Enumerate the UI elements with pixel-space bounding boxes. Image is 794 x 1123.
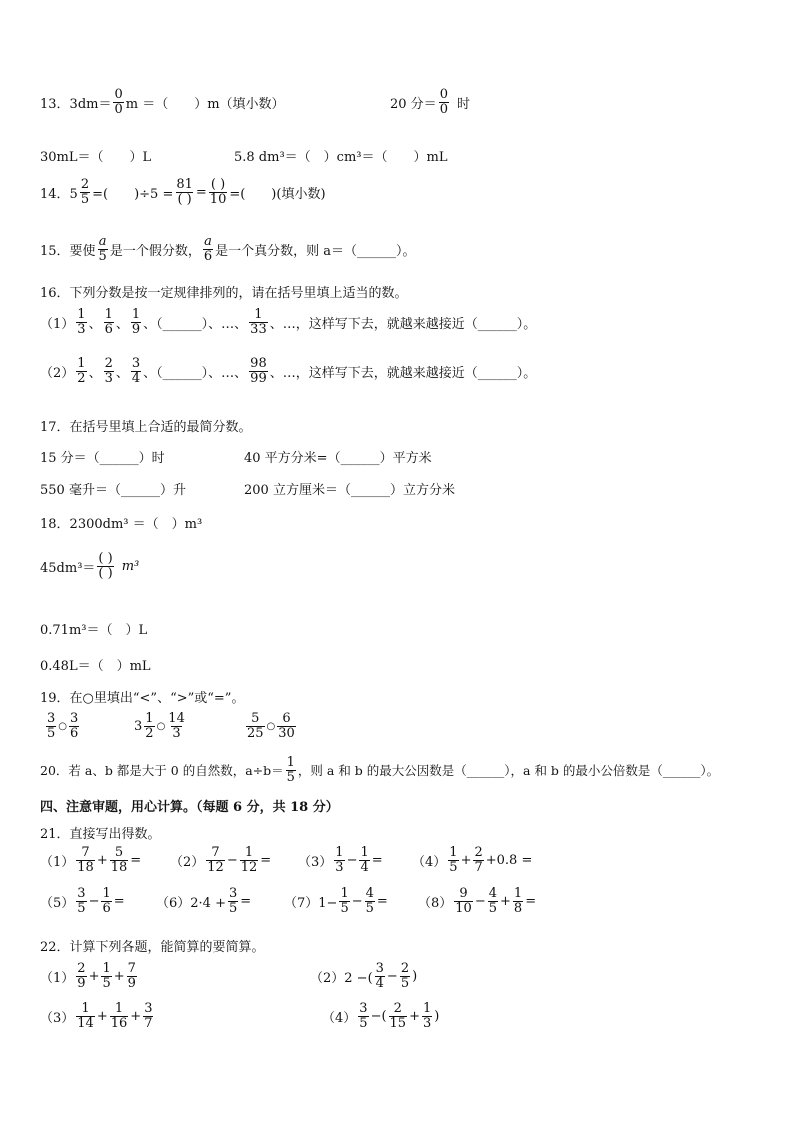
fraction: $\frac{1}{3}$ bbox=[77, 307, 86, 337]
q22-item1: （1） $\frac{2}{9}$ + $\frac{1}{5}$ + $\frac{7}{9}$ bbox=[40, 961, 136, 991]
section-heading: 四、注意审题，用心计算。（每题 6 分，共 18 分） bbox=[40, 800, 339, 815]
q16-row1: （1） $\frac{1}{3}$ 、 $\frac{1}{6}$ 、 $\frac{1}{9}$ 、（______）、…、 $\frac{1}{33}$ 、…，这样写下去，就越来越接近（______）。 bbox=[40, 307, 537, 337]
fraction: $\frac{98}{99}$ bbox=[250, 356, 267, 386]
fraction: $\frac{1}{6}$ bbox=[104, 307, 113, 337]
q22-title: 22．计算下列各题，能简算的要简算。 bbox=[40, 940, 265, 955]
q21-item5: （5） $\frac{3}{5}$ − $\frac{1}{6}$ = bbox=[40, 886, 125, 916]
q21-item6: （6）2·4 + $\frac{3}{5}$ = bbox=[156, 886, 252, 916]
q17-d: 200 立方厘米＝（______）立方分米 bbox=[244, 483, 455, 498]
q21-item3: （3） $\frac{1}{3}$ − $\frac{1}{4}$ = bbox=[298, 845, 383, 875]
q13-text: 30mL＝（ ）L bbox=[40, 150, 152, 165]
fraction: $\frac{3}{5}$ bbox=[47, 711, 56, 741]
q19-title: 19．在○里填出“<”、“>”或“=”。 bbox=[40, 691, 245, 706]
q14-text: =( )÷5 = bbox=[92, 186, 174, 202]
q17-a: 15 分＝（______）时 bbox=[40, 451, 165, 466]
q13-line1 bbox=[40, 88, 285, 116]
q19-item2: 3 $\frac{1}{2}$ ○ $\frac{14}{3}$ bbox=[134, 711, 185, 741]
q15-line bbox=[40, 235, 416, 263]
q21-item7: （7）1− $\frac{1}{5}$ − $\frac{4}{5}$ = bbox=[284, 886, 388, 916]
fraction: $\frac{1}{5}$ bbox=[286, 755, 295, 785]
q14-text: =( )(填小数) bbox=[229, 186, 326, 202]
fraction: $\frac{81}{( )}$ bbox=[176, 177, 193, 207]
fraction: $\frac{14}{3}$ bbox=[168, 711, 185, 741]
q15-text: 是一个真分数，则 a＝（______）。 bbox=[215, 243, 416, 259]
fraction: $\frac{3}{4}$ bbox=[131, 356, 141, 386]
fraction: $\frac{5}{25}$ bbox=[247, 711, 264, 741]
q17-title: 17．在括号里填上合适的最简分数。 bbox=[40, 420, 252, 435]
q18-a: 18．2300dm³ ＝（ ）m³ bbox=[40, 517, 203, 532]
fraction: $\frac{( )}{10}$ bbox=[209, 177, 227, 207]
q19-item3 bbox=[244, 712, 298, 740]
q13-text: 时 bbox=[456, 96, 470, 112]
fraction: $\frac{2}{5}$ bbox=[80, 177, 90, 207]
fraction: $\frac{6}{30}$ bbox=[278, 711, 295, 741]
circle-icon: ○ bbox=[58, 720, 68, 732]
fraction: $\frac{( )}{( )}$ bbox=[98, 551, 113, 581]
q14-line bbox=[40, 178, 326, 206]
q22-item2: （2）2 −( $\frac{3}{4}$ − $\frac{2}{5}$ ) bbox=[310, 961, 418, 991]
q13-text: 13．3dm＝ bbox=[40, 96, 112, 112]
q21-item2: （2） $\frac{7}{12}$ − $\frac{1}{12}$ = bbox=[170, 845, 272, 875]
q22-item4: （4） $\frac{3}{5}$ −( $\frac{2}{15}$ + $\frac{1}{3}$ ) bbox=[322, 1001, 440, 1031]
q13-text: 5.8 dm³＝（ ）cm³＝（ ）mL bbox=[234, 150, 448, 165]
q15-text: 是一个假分数， bbox=[109, 243, 201, 259]
q17-b: 40 平方分米=（______）平方米 bbox=[244, 451, 432, 466]
q18-c: 0.71m³＝（ ）L bbox=[40, 623, 148, 638]
q20-line: 20．若 a、b 都是大于 0 的自然数，a÷b＝ $\frac{1}{5}$ ，则 a 和 b 的最大公因数是（______），a 和 b 的最小公倍数是（______）。 bbox=[40, 755, 720, 785]
q13-text: 20 分＝ bbox=[390, 96, 437, 112]
circle-icon: ○ bbox=[266, 720, 276, 732]
q19-item1 bbox=[44, 712, 81, 740]
q18-b: 45dm³＝ $\frac{( )}{( )}$ m³ bbox=[40, 551, 140, 581]
q21-item1: （1） $\frac{7}{18}$ + $\frac{5}{18}$ = bbox=[40, 845, 142, 875]
q21-item4: （4） $\frac{1}{5}$ + $\frac{2}{7}$ +0.8 = bbox=[412, 845, 533, 875]
q14-text: 14．5 bbox=[40, 186, 78, 202]
q13-text: m ＝（ ）m（填小数） bbox=[125, 96, 285, 112]
fraction: $\frac{0}{0}$ bbox=[114, 87, 123, 117]
q13-line2b bbox=[234, 146, 447, 165]
fraction: $\frac{a}{6}$ bbox=[203, 234, 213, 264]
fraction: $\frac{1}{2}$ bbox=[77, 356, 86, 386]
q21-item8: （8） $\frac{9}{10}$ − $\frac{4}{5}$ + $\frac{1}{8}$ = bbox=[418, 886, 537, 916]
fraction: $\frac{a}{5}$ bbox=[98, 234, 107, 264]
q16-title: 16．下列分数是按一定规律排列的，请在括号里填上适当的数。 bbox=[40, 286, 408, 301]
fraction: $\frac{1}{2}$ bbox=[145, 711, 154, 741]
circle-icon: ○ bbox=[156, 720, 166, 732]
fraction: $\frac{1}{33}$ bbox=[250, 307, 267, 337]
q16-row2: （2） $\frac{1}{2}$ 、 $\frac{2}{3}$ 、 $\frac{3}{4}$ 、（______）、…、 $\frac{98}{99}$ 、…，这样写下去，就越来越接近（______）。 bbox=[40, 356, 537, 386]
fraction: $\frac{3}{6}$ bbox=[70, 711, 79, 741]
q14-text: = bbox=[195, 184, 207, 200]
q22-item3: （3） $\frac{1}{14}$ + $\frac{1}{16}$ + $\frac{3}{7}$ bbox=[40, 1001, 153, 1031]
fraction: $\frac{1}{9}$ bbox=[131, 307, 141, 337]
q18-d: 0.48L＝（ ）mL bbox=[40, 659, 151, 674]
fraction: $\frac{0}{0}$ bbox=[439, 87, 448, 117]
q13-line1b bbox=[390, 88, 470, 116]
q21-title: 21．直接写出得数。 bbox=[40, 827, 161, 842]
fraction: $\frac{2}{3}$ bbox=[104, 356, 113, 386]
q17-c: 550 毫升＝（______）升 bbox=[40, 483, 186, 498]
q15-text: 15．要使 bbox=[40, 243, 96, 259]
q13-line2 bbox=[40, 146, 151, 165]
